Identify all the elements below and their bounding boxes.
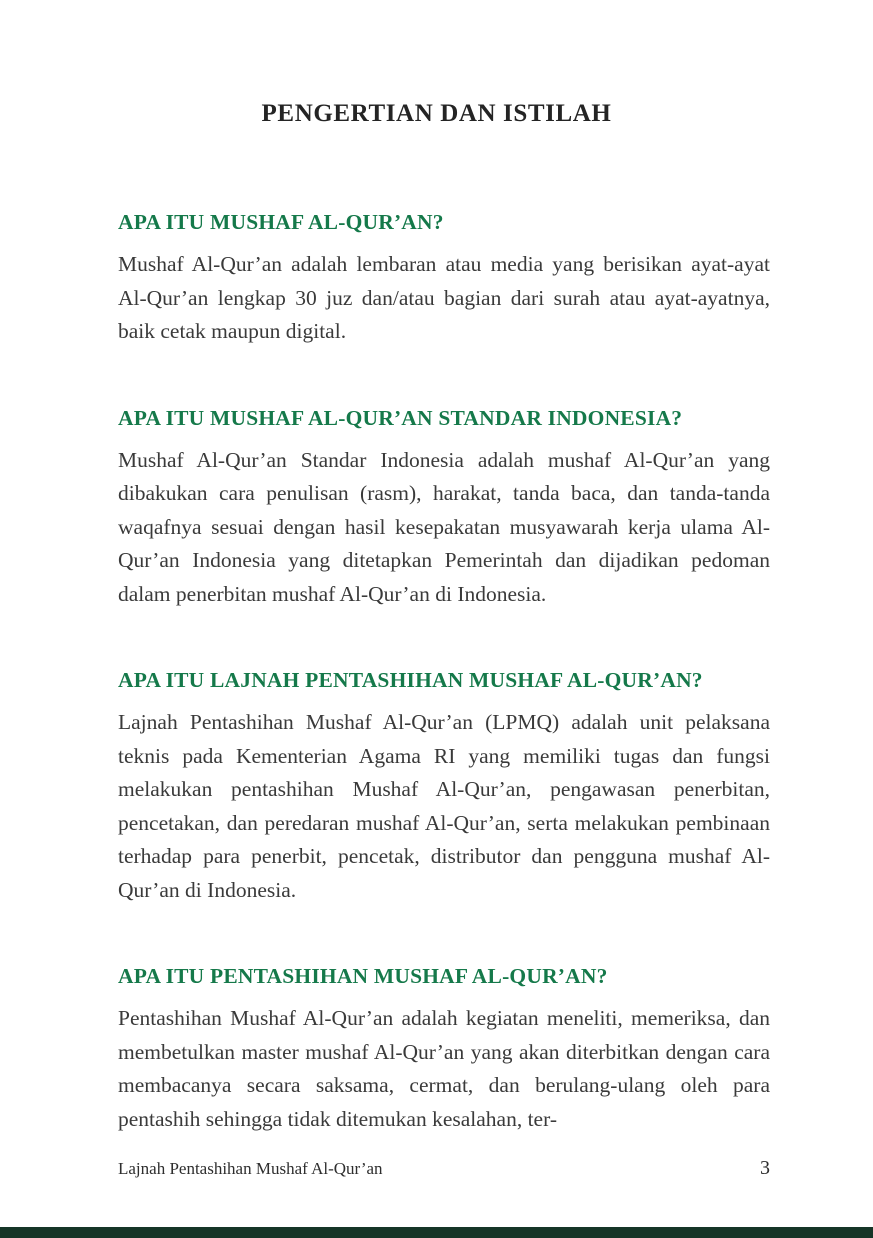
section-heading: APA ITU MUSHAF AL-QUR’AN?: [118, 210, 444, 234]
page-title: PENGERTIAN DAN ISTILAH: [261, 100, 612, 127]
section-heading: APA ITU MUSHAF AL-QUR’AN STANDAR INDONESIA?: [118, 405, 683, 430]
section-heading: APA ITU LAJNAH PENTASHIHAN MUSHAF AL-QUR’AN?: [118, 668, 703, 692]
section-body: Lajnah Pentashihan Mushaf Al-Qur’an (LPMQ) adalah unit pelaksana teknis pada Kementerian Agama RI yang memiliki tugas dan fungsi melakukan pentashihan Mushaf Al-Qur’an, pengawasan penerbitan, pencetakan, dan peredaran mushaf Al-Qur’an, serta melakukan pembinaan terhadap para penerbit, pencetak, distributor dan pengguna mushaf Al-Qur’an di Indonesia.: [118, 710, 770, 902]
section-apa-itu-lajnah-pentashihan: [118, 668, 770, 907]
section-apa-itu-pentashihan: [118, 964, 770, 1136]
section-body: Mushaf Al-Qur’an Standar Indonesia adalah mushaf Al-Qur’an yang dibakukan cara penulisan (rasm), harakat, tanda baca, dan tanda-tanda waqafnya sesuai dengan hasil kesepakatan musyawarah kerja ulama Al-Qur’an Indonesia yang ditetapkan Pemerintah dan dijadikan pedoman dalam penerbitan mushaf Al-Qur’an di Indonesia.: [118, 447, 770, 606]
bottom-edge-bar: [0, 1227, 873, 1238]
page-footer: [118, 1157, 770, 1180]
section-body: Mushaf Al-Qur’an adalah lembaran atau media yang berisikan ayat-ayat Al-Qur’an lengkap 30 juz dan/atau bagian dari surah atau ayat-ayatnya, baik cetak maupun digital.: [118, 252, 770, 343]
section-heading: APA ITU PENTASHIHAN MUSHAF AL-QUR’AN?: [118, 964, 608, 988]
footer-running-title: Lajnah Pentashihan Mushaf Al-Qur’an: [118, 1159, 383, 1178]
section-body: Pentashihan Mushaf Al-Qur’an adalah kegiatan meneliti, memeriksa, dan membetulkan master mushaf Al-Qur’an yang akan diterbitkan dengan cara membacanya secara saksama, cermat, dan berulang-ulang oleh para pentashih sehingga tidak ditemukan kesalahan, ter-: [118, 1006, 770, 1131]
section-apa-itu-mushaf-standar-indonesia: [118, 406, 770, 612]
page-content: [0, 210, 873, 1136]
page-number: 3: [760, 1157, 770, 1179]
section-apa-itu-mushaf: [118, 210, 770, 349]
